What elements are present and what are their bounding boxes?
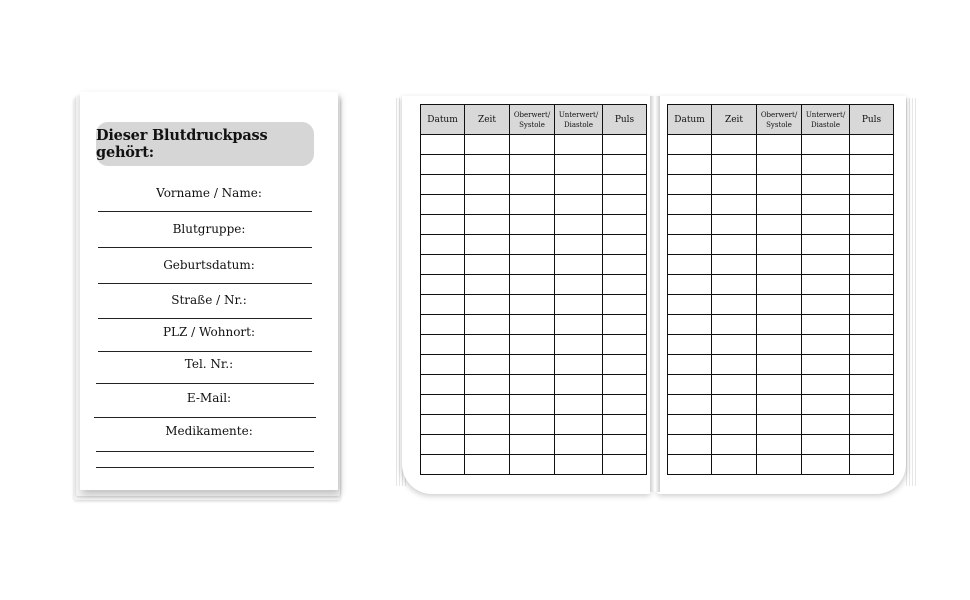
table-cell[interactable]: [712, 255, 757, 275]
table-cell[interactable]: [555, 395, 603, 415]
table-cell[interactable]: [668, 255, 712, 275]
field-label-street: Straße / Nr.:: [171, 293, 247, 307]
table-row: [421, 395, 647, 415]
table-cell[interactable]: [555, 135, 603, 155]
table-cell[interactable]: [757, 255, 802, 275]
table-cell[interactable]: [712, 155, 757, 175]
table-cell[interactable]: [603, 255, 647, 275]
table-cell[interactable]: [555, 295, 603, 315]
table-cell[interactable]: [668, 155, 712, 175]
table-cell[interactable]: [603, 455, 647, 475]
table-row: [421, 255, 647, 275]
table-cell[interactable]: [668, 235, 712, 255]
table-row: [668, 395, 894, 415]
table-cell[interactable]: [668, 355, 712, 375]
table-cell[interactable]: [421, 355, 465, 375]
table-cell[interactable]: [603, 355, 647, 375]
table-cell[interactable]: [802, 175, 850, 195]
table-cell[interactable]: [757, 415, 802, 435]
table-cell[interactable]: [668, 395, 712, 415]
table-cell[interactable]: [465, 455, 510, 475]
table-cell[interactable]: [603, 215, 647, 235]
cover-page: [80, 92, 338, 490]
table-cell[interactable]: [850, 255, 894, 275]
table-cell[interactable]: [757, 155, 802, 175]
table-cell[interactable]: [757, 175, 802, 195]
table-cell[interactable]: [712, 215, 757, 235]
table-cell[interactable]: [510, 355, 555, 375]
table-cell[interactable]: [668, 175, 712, 195]
table-cell[interactable]: [421, 235, 465, 255]
table-cell[interactable]: [850, 135, 894, 155]
table-cell[interactable]: [802, 395, 850, 415]
table-cell[interactable]: [712, 135, 757, 155]
table-cell[interactable]: [712, 355, 757, 375]
header-line: Systole: [766, 120, 792, 129]
table-cell[interactable]: [555, 355, 603, 375]
table-cell[interactable]: [757, 135, 802, 155]
book-spine: [650, 96, 660, 492]
table-cell[interactable]: [421, 415, 465, 435]
header-line: Zeit: [477, 114, 497, 125]
table-cell[interactable]: [802, 315, 850, 335]
table-cell[interactable]: [850, 395, 894, 415]
left-page: [402, 96, 652, 494]
table-cell[interactable]: [802, 455, 850, 475]
header-line: Diastole: [563, 120, 594, 129]
table-cell[interactable]: [668, 435, 712, 455]
header-line: Systole: [519, 120, 545, 129]
table-cell[interactable]: [510, 215, 555, 235]
table-cell[interactable]: [510, 275, 555, 295]
table-cell[interactable]: [510, 175, 555, 195]
header-pulse: [603, 105, 647, 135]
table-cell[interactable]: [555, 175, 603, 195]
table-cell[interactable]: [712, 335, 757, 355]
table-cell[interactable]: [603, 335, 647, 355]
table-cell[interactable]: [850, 215, 894, 235]
table-cell[interactable]: [850, 335, 894, 355]
table-cell[interactable]: [510, 195, 555, 215]
table-cell[interactable]: [802, 135, 850, 155]
table-cell[interactable]: [712, 295, 757, 315]
field-line-phone[interactable]: [96, 383, 314, 384]
table-row: [421, 355, 647, 375]
table-cell[interactable]: [668, 375, 712, 395]
table-cell[interactable]: [802, 375, 850, 395]
table-cell[interactable]: [510, 295, 555, 315]
table-cell[interactable]: [757, 455, 802, 475]
table-cell[interactable]: [668, 135, 712, 155]
table-cell[interactable]: [603, 235, 647, 255]
table-cell[interactable]: [421, 175, 465, 195]
table-body: [668, 135, 894, 475]
table-cell[interactable]: [603, 135, 647, 155]
field-line-email[interactable]: [94, 417, 316, 418]
field-line-name[interactable]: [98, 211, 312, 212]
table-row: [668, 415, 894, 435]
table-cell[interactable]: [421, 315, 465, 335]
table-cell[interactable]: [510, 235, 555, 255]
table-cell[interactable]: [668, 275, 712, 295]
table-cell[interactable]: [510, 255, 555, 275]
table-cell[interactable]: [465, 335, 510, 355]
table-cell[interactable]: [421, 215, 465, 235]
table-cell[interactable]: [510, 455, 555, 475]
table-row: [421, 195, 647, 215]
table-cell[interactable]: [421, 155, 465, 175]
table-header-row: [421, 105, 647, 135]
table-row: [668, 215, 894, 235]
header-time: [465, 105, 510, 135]
table-cell[interactable]: [465, 375, 510, 395]
table-cell[interactable]: [555, 375, 603, 395]
table-cell[interactable]: [802, 275, 850, 295]
table-cell[interactable]: [421, 135, 465, 155]
table-cell[interactable]: [510, 315, 555, 335]
table-cell[interactable]: [555, 335, 603, 355]
table-cell[interactable]: [510, 435, 555, 455]
table-cell[interactable]: [510, 135, 555, 155]
table-row: [421, 335, 647, 355]
table-cell[interactable]: [603, 275, 647, 295]
table-cell[interactable]: [465, 175, 510, 195]
table-cell[interactable]: [421, 395, 465, 415]
table-cell[interactable]: [850, 435, 894, 455]
table-row: [668, 335, 894, 355]
table-cell[interactable]: [757, 435, 802, 455]
blood-pressure-log-table-right: [667, 104, 894, 475]
table-cell[interactable]: [757, 275, 802, 295]
table-row: [421, 135, 647, 155]
table-cell[interactable]: [802, 235, 850, 255]
table-row: [668, 375, 894, 395]
header-line: Puls: [861, 114, 882, 125]
table-cell[interactable]: [802, 215, 850, 235]
table-row: [668, 175, 894, 195]
field-label-birth-date: Geburtsdatum:: [163, 258, 255, 272]
table-cell[interactable]: [850, 355, 894, 375]
table-cell[interactable]: [757, 295, 802, 315]
field-line-zip-city[interactable]: [98, 351, 312, 352]
table-cell[interactable]: [555, 315, 603, 335]
table-cell[interactable]: [555, 235, 603, 255]
header-pulse: [850, 105, 894, 135]
table-row: [668, 195, 894, 215]
header-line: Datum: [427, 114, 458, 125]
field-label-phone: Tel. Nr.:: [184, 357, 234, 371]
table-cell[interactable]: [757, 235, 802, 255]
table-cell[interactable]: [465, 275, 510, 295]
table-cell[interactable]: [555, 195, 603, 215]
table-cell[interactable]: [850, 235, 894, 255]
table-cell[interactable]: [757, 315, 802, 335]
table-row: [421, 215, 647, 235]
table-cell[interactable]: [510, 155, 555, 175]
table-cell[interactable]: [802, 355, 850, 375]
table-cell[interactable]: [850, 175, 894, 195]
table-cell[interactable]: [465, 235, 510, 255]
table-row: [421, 375, 647, 395]
table-cell[interactable]: [465, 355, 510, 375]
table-cell[interactable]: [802, 195, 850, 215]
table-cell[interactable]: [757, 335, 802, 355]
table-cell[interactable]: [465, 155, 510, 175]
table-cell[interactable]: [668, 315, 712, 335]
table-cell[interactable]: [555, 215, 603, 235]
field-label-email: E-Mail:: [186, 391, 232, 405]
table-row: [421, 295, 647, 315]
table-header-row: [668, 105, 894, 135]
table-cell[interactable]: [850, 315, 894, 335]
field-line-blood-type[interactable]: [98, 247, 312, 248]
table-row: [668, 135, 894, 155]
header-time: [712, 105, 757, 135]
table-cell[interactable]: [802, 415, 850, 435]
table-row: [421, 175, 647, 195]
table-cell[interactable]: [421, 335, 465, 355]
table-cell[interactable]: [757, 195, 802, 215]
header-date: [421, 105, 465, 135]
open-logbook: [396, 96, 916, 496]
table-cell[interactable]: [465, 435, 510, 455]
table-cell[interactable]: [555, 155, 603, 175]
table-cell[interactable]: [603, 395, 647, 415]
table-cell[interactable]: [757, 375, 802, 395]
table-cell[interactable]: [712, 455, 757, 475]
table-cell[interactable]: [603, 295, 647, 315]
field-label-zip-city: PLZ / Wohnort:: [162, 325, 256, 339]
table-cell[interactable]: [712, 275, 757, 295]
right-page: [656, 96, 906, 494]
table-row: [668, 435, 894, 455]
table-cell[interactable]: [421, 295, 465, 315]
table-cell[interactable]: [850, 415, 894, 435]
header-systolic: [757, 105, 802, 135]
table-cell[interactable]: [712, 395, 757, 415]
table-cell[interactable]: [555, 455, 603, 475]
header-line: Zeit: [724, 114, 744, 125]
header-diastolic: [802, 105, 850, 135]
table-cell[interactable]: [421, 195, 465, 215]
table-cell[interactable]: [603, 435, 647, 455]
table-cell[interactable]: [603, 175, 647, 195]
table-row: [668, 275, 894, 295]
table-cell[interactable]: [668, 455, 712, 475]
table-cell[interactable]: [465, 395, 510, 415]
table-cell[interactable]: [757, 215, 802, 235]
table-cell[interactable]: [555, 255, 603, 275]
table-cell[interactable]: [421, 375, 465, 395]
header-line: Unterwert/: [558, 110, 599, 119]
header-line: Oberwert/: [513, 110, 551, 119]
header-line: Oberwert/: [760, 110, 798, 119]
table-cell[interactable]: [421, 435, 465, 455]
table-cell[interactable]: [421, 275, 465, 295]
table-cell[interactable]: [668, 195, 712, 215]
table-row: [668, 315, 894, 335]
table-cell[interactable]: [668, 335, 712, 355]
table-cell[interactable]: [603, 415, 647, 435]
table-row: [421, 315, 647, 335]
table-cell[interactable]: [850, 455, 894, 475]
table-row: [421, 415, 647, 435]
table-row: [668, 255, 894, 275]
table-cell[interactable]: [712, 435, 757, 455]
table-cell[interactable]: [510, 395, 555, 415]
cover-booklet: [72, 92, 344, 500]
table-cell[interactable]: [465, 135, 510, 155]
table-cell[interactable]: [603, 315, 647, 335]
table-row: [421, 275, 647, 295]
table-row: [668, 295, 894, 315]
header-date: [668, 105, 712, 135]
header-diastolic: [555, 105, 603, 135]
header-line: Unterwert/: [805, 110, 846, 119]
table-row: [668, 455, 894, 475]
table-cell[interactable]: [712, 315, 757, 335]
field-line-street[interactable]: [98, 318, 312, 319]
table-row: [668, 355, 894, 375]
table-cell[interactable]: [465, 415, 510, 435]
table-cell[interactable]: [510, 335, 555, 355]
field-line-medication-1[interactable]: [96, 451, 314, 452]
table-cell[interactable]: [850, 295, 894, 315]
table-cell[interactable]: [802, 435, 850, 455]
table-cell[interactable]: [555, 275, 603, 295]
table-cell[interactable]: [510, 375, 555, 395]
table-cell[interactable]: [465, 195, 510, 215]
field-label-blood-type: Blutgruppe:: [172, 222, 246, 236]
table-cell[interactable]: [802, 295, 850, 315]
blood-pressure-log-table-left: [420, 104, 647, 475]
table-cell[interactable]: [757, 395, 802, 415]
field-line-birth-date[interactable]: [98, 283, 312, 284]
table-cell[interactable]: [850, 275, 894, 295]
table-cell[interactable]: [603, 155, 647, 175]
table-cell[interactable]: [712, 195, 757, 215]
table-cell[interactable]: [712, 175, 757, 195]
table-cell[interactable]: [712, 235, 757, 255]
header-systolic: [510, 105, 555, 135]
table-row: [668, 155, 894, 175]
table-cell[interactable]: [668, 215, 712, 235]
table-cell[interactable]: [603, 195, 647, 215]
header-line: Datum: [674, 114, 705, 125]
table-cell[interactable]: [668, 295, 712, 315]
header-line: Diastole: [810, 120, 841, 129]
table-cell[interactable]: [802, 155, 850, 175]
table-cell[interactable]: [850, 155, 894, 175]
table-cell[interactable]: [555, 415, 603, 435]
table-cell[interactable]: [555, 435, 603, 455]
table-cell[interactable]: [757, 355, 802, 375]
table-cell[interactable]: [712, 415, 757, 435]
table-cell[interactable]: [603, 375, 647, 395]
field-label-medication: Medikamente:: [165, 424, 253, 438]
table-cell[interactable]: [465, 295, 510, 315]
table-cell[interactable]: [802, 255, 850, 275]
table-cell[interactable]: [510, 415, 555, 435]
field-line-medication-2[interactable]: [96, 467, 314, 468]
cover-title: Dieser Blutdruckpass gehört:: [96, 122, 314, 166]
header-line: Puls: [614, 114, 635, 125]
table-row: [421, 155, 647, 175]
table-cell[interactable]: [668, 415, 712, 435]
table-cell[interactable]: [465, 215, 510, 235]
table-body: [421, 135, 647, 475]
table-row: [421, 435, 647, 455]
field-label-name: Vorname / Name:: [156, 186, 262, 200]
table-cell[interactable]: [850, 375, 894, 395]
table-cell[interactable]: [421, 455, 465, 475]
table-cell[interactable]: [465, 315, 510, 335]
table-row: [421, 235, 647, 255]
table-cell[interactable]: [802, 335, 850, 355]
table-cell[interactable]: [712, 375, 757, 395]
right-page-edges: [906, 98, 916, 486]
table-row: [668, 235, 894, 255]
table-cell[interactable]: [421, 255, 465, 275]
table-row: [421, 455, 647, 475]
table-cell[interactable]: [465, 255, 510, 275]
table-cell[interactable]: [850, 195, 894, 215]
